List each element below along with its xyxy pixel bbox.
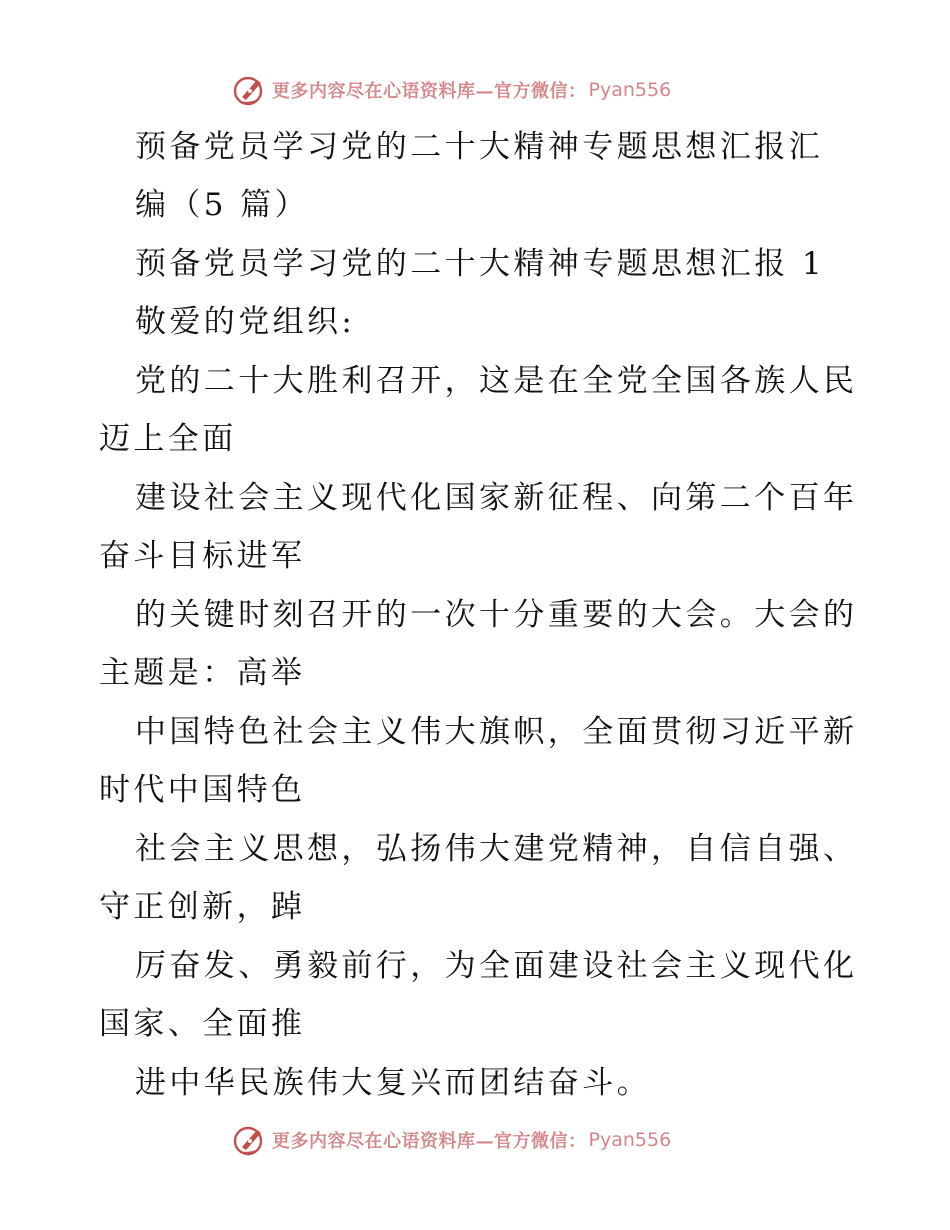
body-line: 厉奋发、勇毅前行，为全面建设社会主义现代化 <box>135 948 858 984</box>
body-line: 国家、全面推 <box>99 1006 306 1042</box>
pen-nib-circle-icon <box>232 73 268 107</box>
body-line: 守正创新，踔 <box>99 889 306 925</box>
body-line: 的关键时刻召开的一次十分重要的大会。大会的 <box>135 597 858 633</box>
watermark-wechat-id: Pyan556 <box>588 79 672 101</box>
body-line: 中国特色社会主义伟大旗帜，全面贯彻习近平新 <box>135 714 858 750</box>
document-title-line-2: 编（5 篇） <box>135 187 309 223</box>
watermark-wechat-id: Pyan556 <box>588 1129 672 1151</box>
watermark-text: 更多内容尽在心语资料库—官方微信： <box>272 81 587 102</box>
body-line: 时代中国特色 <box>99 772 306 808</box>
salutation: 敬爱的党组织: <box>135 304 356 340</box>
body-line: 主题是：高举 <box>99 655 306 691</box>
document-title-line-1: 预备党员学习党的二十大精神专题思想汇报汇 <box>135 129 823 165</box>
body-line: 进中华民族伟大复兴而团结奋斗。 <box>135 1065 651 1101</box>
pen-nib-circle-icon <box>232 1123 268 1157</box>
body-line: 建设社会主义现代化国家新征程、向第二个百年 <box>135 480 858 516</box>
body-line: 奋斗目标进军 <box>99 538 306 574</box>
watermark-banner-bottom <box>232 1123 671 1157</box>
watermark-banner-top <box>232 73 671 107</box>
body-line: 迈上全面 <box>99 421 237 457</box>
body-line: 社会主义思想，弘扬伟大建党精神，自信自强、 <box>135 831 858 867</box>
section-heading: 预备党员学习党的二十大精神专题思想汇报 1 <box>135 246 825 282</box>
body-line: 党的二十大胜利召开，这是在全党全国各族人民 <box>135 363 858 399</box>
watermark-text: 更多内容尽在心语资料库—官方微信： <box>272 1131 587 1152</box>
